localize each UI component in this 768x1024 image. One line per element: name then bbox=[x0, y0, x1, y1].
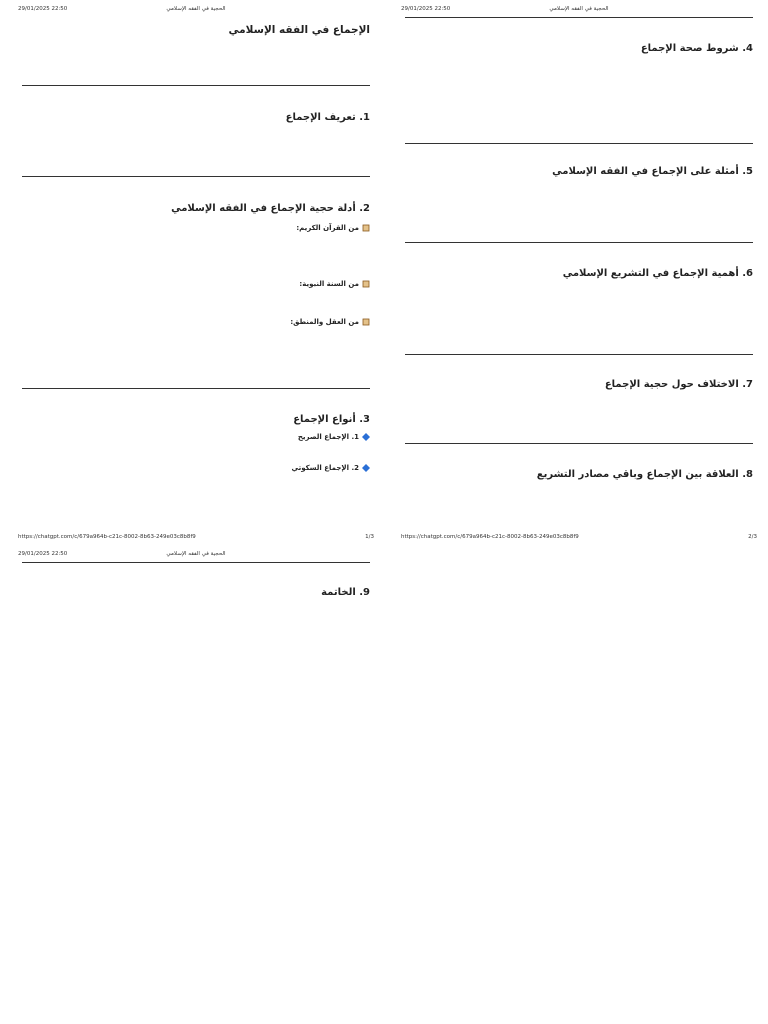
section-1 bbox=[22, 112, 370, 123]
divider bbox=[405, 143, 753, 144]
section-9 bbox=[22, 587, 370, 598]
print-title: الحجية في الفقه الإسلامي bbox=[166, 6, 226, 12]
scroll-icon bbox=[362, 318, 370, 326]
section-title: 4. شروط صحة الإجماع bbox=[640, 43, 753, 54]
doc-heading-block bbox=[22, 24, 370, 36]
print-title: الحجية في الفقه الإسلامي bbox=[166, 551, 226, 557]
page-3 bbox=[10, 545, 382, 670]
blue-diamond-icon bbox=[362, 464, 370, 472]
divider bbox=[405, 354, 753, 355]
section-title: 8. العلاقة بين الإجماع وباقي مصادر التشريع bbox=[536, 469, 753, 480]
reason-evidence bbox=[22, 318, 370, 326]
divider bbox=[22, 562, 370, 563]
divider bbox=[405, 17, 753, 18]
scroll-icon bbox=[362, 280, 370, 288]
divider bbox=[405, 443, 753, 444]
divider bbox=[22, 85, 370, 86]
section-6 bbox=[405, 268, 753, 279]
section-2 bbox=[22, 203, 370, 326]
print-datetime: 29/01/2025 22:50 bbox=[18, 6, 68, 12]
subheading: من السنة النبوية: bbox=[22, 280, 370, 288]
footer-page: 2/3 bbox=[748, 534, 757, 540]
subheading: 1. الإجماع الصريح bbox=[22, 433, 370, 441]
scroll-icon bbox=[362, 224, 370, 232]
section-8 bbox=[405, 469, 753, 480]
blue-diamond-icon bbox=[362, 433, 370, 441]
print-datetime: 29/01/2025 22:50 bbox=[18, 551, 68, 557]
type-explicit bbox=[22, 433, 370, 441]
page-2 bbox=[393, 0, 765, 540]
subheading: 2. الإجماع السكوتي bbox=[22, 464, 370, 472]
section-title: 9. الخاتمة bbox=[321, 587, 370, 598]
divider bbox=[22, 176, 370, 177]
section-title: 5. أمثلة على الإجماع في الفقه الإسلامي bbox=[552, 166, 753, 177]
section-title: 2. أدلة حجية الإجماع في الفقه الإسلامي bbox=[171, 203, 370, 214]
footer-url: https://chatgpt.com/c/679a964b-c21c-8002-8b63-249e03c8b8f9 bbox=[18, 534, 196, 540]
document-title: الإجماع في الفقه الإسلامي bbox=[228, 24, 370, 36]
print-datetime: 29/01/2025 22:50 bbox=[401, 6, 451, 12]
section-title: 1. تعريف الإجماع bbox=[285, 112, 370, 123]
subheading: من العقل والمنطق: bbox=[22, 318, 370, 326]
footer-url: https://chatgpt.com/c/679a964b-c21c-8002-8b63-249e03c8b8f9 bbox=[401, 534, 579, 540]
type-tacit bbox=[22, 464, 370, 472]
section-5 bbox=[405, 166, 753, 177]
sunnah-evidence bbox=[22, 280, 370, 288]
section-7 bbox=[405, 379, 753, 390]
section-4 bbox=[405, 43, 753, 54]
page-1 bbox=[10, 0, 382, 540]
section-title: 6. أهمية الإجماع في التشريع الإسلامي bbox=[562, 268, 753, 279]
divider bbox=[405, 242, 753, 243]
subheading: من القرآن الكريم: bbox=[22, 224, 370, 232]
footer-page: 1/3 bbox=[365, 534, 374, 540]
print-title: الحجية في الفقه الإسلامي bbox=[549, 6, 609, 12]
section-title: 7. الاختلاف حول حجية الإجماع bbox=[604, 379, 753, 390]
quran-evidence bbox=[22, 224, 370, 232]
divider bbox=[22, 388, 370, 389]
section-3 bbox=[22, 414, 370, 472]
section-title: 3. أنواع الإجماع bbox=[293, 414, 370, 425]
